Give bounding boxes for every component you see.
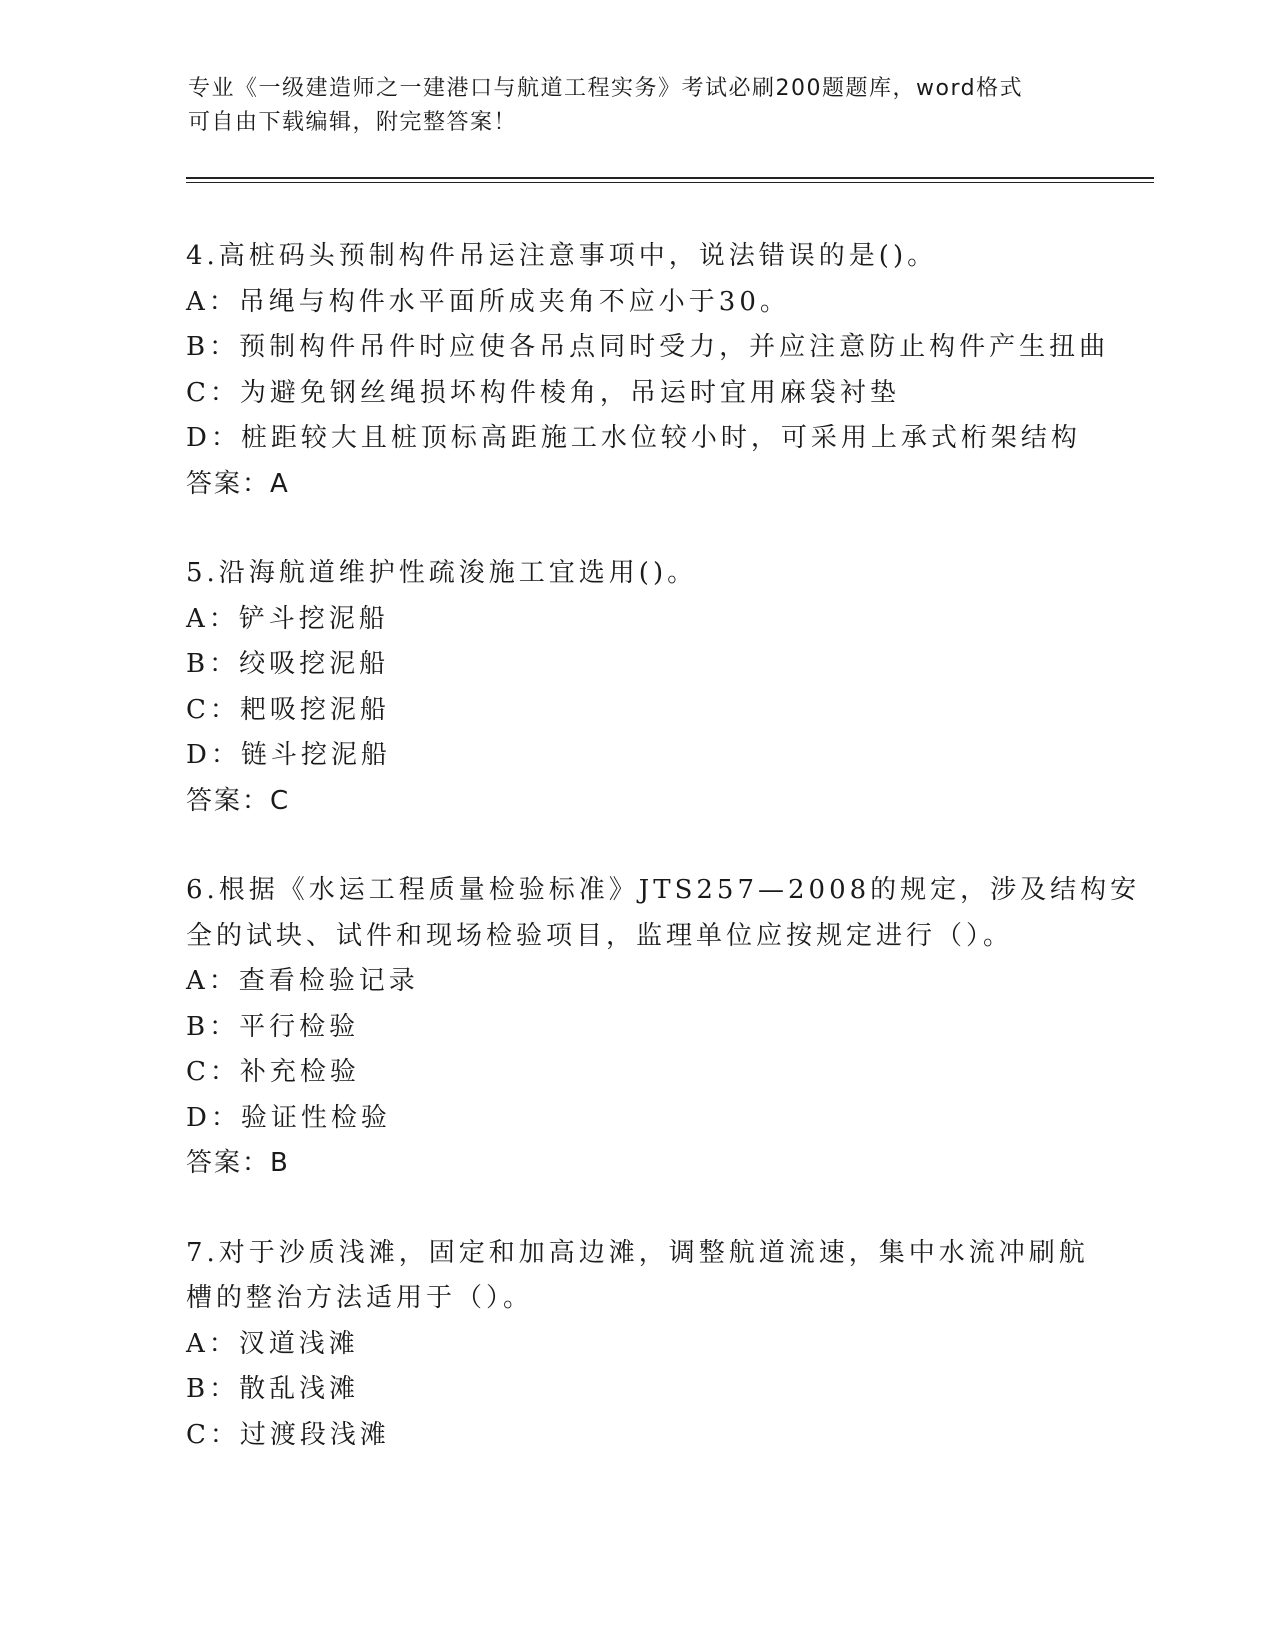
question-7 [186, 1231, 1089, 1459]
option-d: D：链斗挖泥船 [186, 740, 391, 770]
question-stem: 7.对于沙质浅滩，固定和加高边滩，调整航道流速，集中水流冲刷航 [186, 1237, 1089, 1268]
question-stem: 4.高桩码头预制构件吊运注意事项中，说法错误的是()。 [186, 241, 938, 271]
question-stem-continued: 槽的整治方法适用于（）。 [186, 1283, 534, 1313]
answer-line: 答案：B [186, 1148, 290, 1178]
answer-line: 答案：C [186, 785, 291, 816]
option-d: D：验证性检验 [186, 1102, 391, 1133]
option-a: A：铲斗挖泥船 [186, 603, 389, 634]
header-divider-thin [186, 182, 1154, 183]
option-c: C：补充检验 [186, 1057, 360, 1087]
option-b: B：预制构件吊件时应使各吊点同时受力，并应注意防止构件产生扭曲 [186, 332, 1110, 362]
option-c: C：过渡段浅滩 [186, 1419, 390, 1450]
answer-line: 答案：A [186, 468, 290, 499]
question-stem: 5.沿海航道维护性疏浚施工宜选用()。 [186, 558, 698, 588]
document-header [188, 72, 1088, 140]
header-divider-thick [186, 177, 1154, 179]
question-list [186, 234, 1141, 1502]
question-6 [186, 868, 1141, 1187]
question-stem-continued: 全的试块、试件和现场检验项目，监理单位应按规定进行（）。 [186, 920, 1014, 951]
option-c: C：耙吸挖泥船 [186, 694, 390, 725]
option-b: B：散乱浅滩 [186, 1374, 360, 1404]
question-5 [186, 551, 1086, 824]
option-b: B：绞吸挖泥船 [186, 649, 390, 679]
option-b: B：平行检验 [186, 1011, 360, 1042]
option-c: C：为避免钢丝绳损坏构件棱角，吊运时宜用麻袋衬垫 [186, 377, 900, 408]
option-a: A：吊绳与构件水平面所成夹角不应小于30。 [186, 286, 790, 317]
header-line-1: 专业《一级建造师之一建港口与航道工程实务》考试必刷200题题库，word格式 [188, 76, 1024, 101]
option-a: A：查看检验记录 [186, 966, 419, 996]
option-d: D：桩距较大且桩顶标高距施工水位较小时，可采用上承式桁架结构 [186, 423, 1081, 453]
option-a: A：汊道浅滩 [186, 1328, 359, 1359]
header-line-2: 可自由下载编辑，附完整答案！ [188, 110, 518, 135]
question-stem: 6.根据《水运工程质量检验标准》JTS257—2008的规定，涉及结构安 [186, 875, 1141, 905]
question-4 [186, 234, 1110, 507]
